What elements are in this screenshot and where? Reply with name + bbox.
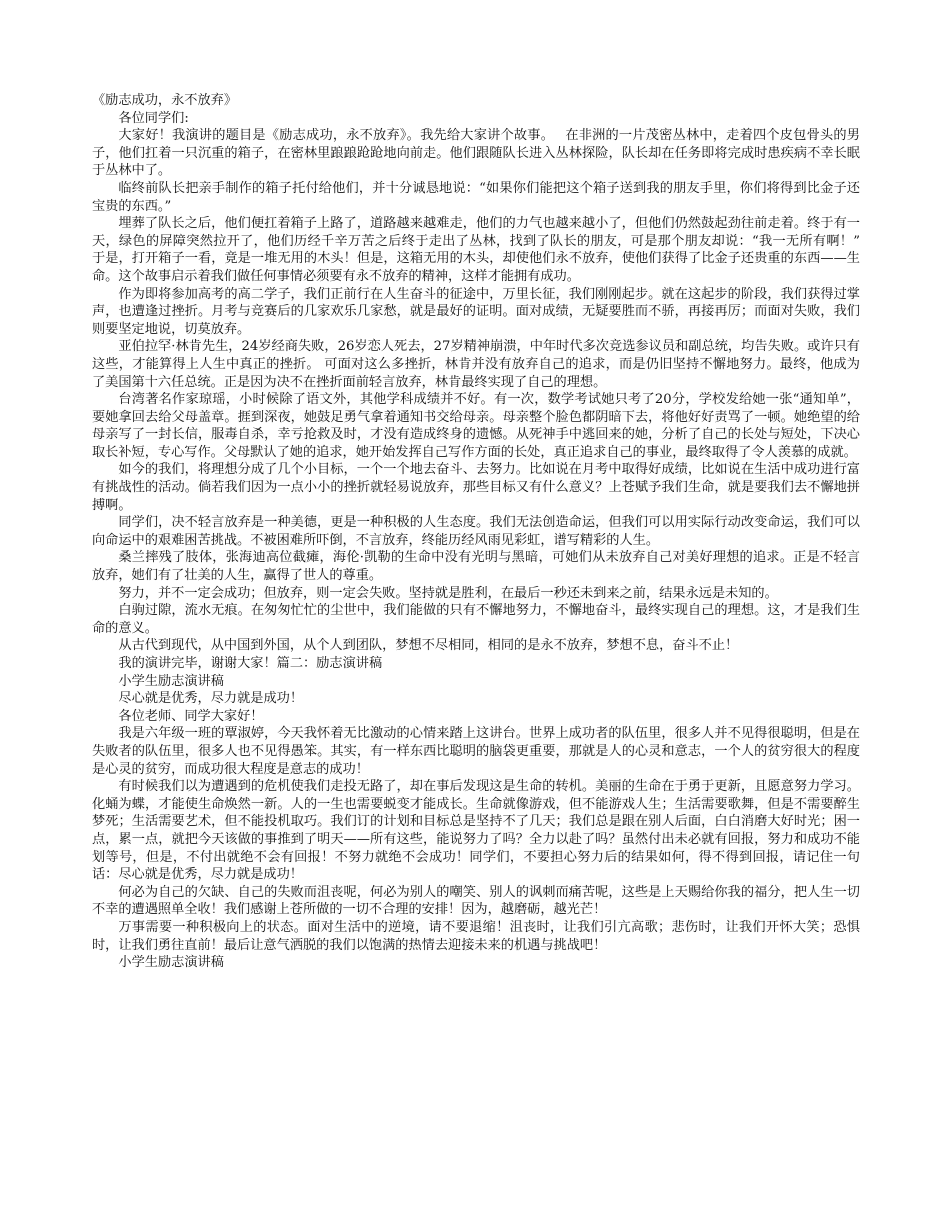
paragraph: 大家好！我演讲的题目是《励志成功，永不放弃》。我先给大家讲个故事。 在非洲的一片茂密丛林中，走着四个皮包骨头的男子，他们扛着一只沉重的箱子，在密林里踉踉跄跄地向前走。他们跟随队长进入丛林探险，队长却在任务即将完成时患疾病不幸长眠于丛林中了。 (92, 128, 860, 179)
closing-line: 我的演讲完毕，谢谢大家！篇二：励志演讲稿 (118, 656, 383, 671)
paragraph: 临终前队长把亲手制作的箱子托付给他们，并十分诚恳地说：“如果你们能把这个箱子送到我的朋友手里，你们将得到比金子还宝贵的东西。” (92, 180, 860, 214)
paragraph: 何必为自己的欠缺、自己的失败而沮丧呢，何必为别人的嘲笑、别人的讽刺而痛苦呢，这些是上天赐给你我的福分，把人生一切不幸的遭遇照单全收！我们感谢上苍所做的一切不合理的安排！因为，越磨砺，越光芒！ (92, 884, 860, 918)
paragraph: 有时候我们以为遭遇到的危机使我们走投无路了，却在事后发现这是生命的转机。美丽的生命在于勇于更新，且愿意努力学习。化蛹为蝶，才能使生命焕然一新。人的一生也需要蜕变才能成长。生命就像游戏，但不能游戏人生；生活需要歌舞，但是不需要醉生梦死；生活需要艺术，但不能投机取巧。我们订的计划和目标总是坚持不了几天；我们总是跟在别人后面，白白消磨大好时光；困一点，累一点，就把今天该做的事推到了明天——所有这些，能说努力了吗？全力以赴了吗？虽然付出未必就有回报，努力和成功不能划等号，但是，不付出就绝不会有回报！不努力就绝不会成功！同学们，不要担心努力后的结果如何，得不得到回报，请记住一句话：尽心就是优秀，尽力就是成功！ (92, 779, 860, 883)
paragraph: 如今的我们，将理想分成了几个小目标，一个一个地去奋斗、去努力。比如说在月考中取得好成绩，比如说在生活中成功进行富有挑战性的活动。倘若我们因为一点小小的挫折就轻易说放弃，那些目标又有什么意义？上苍赋予我们生命，就是要我们去不懈地拼搏啊。 (92, 462, 860, 513)
salutation: 各位同学们: (118, 110, 189, 126)
paragraph: 我是六年级一班的覃淑婷，今天我怀着无比激动的心情来踏上这讲台。世界上成功者的队伍里，很多人并不见得很聪明，但是在失败者的队伍里，很多人也不见得愚笨。其实，有一样东西比聪明的脑袋更重要，那就是人的心灵和意志，一个人的贫穷很大的程度是心灵的贫穷，而成功很大程度是意志的成功！ (92, 726, 860, 777)
paragraph: 万事需要一种积极向上的状态。面对生活中的逆境，请不要退缩！沮丧时，让我们引亢高歌；悲伤时，让我们开怀大笑；恐惧时，让我们勇往直前！最后让意气洒脱的我们以饱满的热情去迎接未来的机遇与挑战吧！ (92, 919, 860, 953)
section-title: 小学生励志演讲稿 (118, 955, 224, 971)
section-title: 小学生励志演讲稿 (118, 673, 224, 689)
paragraph: 桑兰摔残了肢体，张海迪高位截瘫，海伦·凯勒的生命中没有光明与黑暗，可她们从未放弃自己对美好理想的追求。正是不轻言放弃，她们有了壮美的人生，赢得了世人的尊重。 (92, 550, 860, 584)
paragraph: 台湾著名作家琼瑶，小时候除了语文外，其他学科成绩并不好。有一次，数学考试她只考了20分，学校发给她一张“通知单”，要她拿回去给父母盖章。捱到深夜，她鼓足勇气拿着通知书交给母亲。母亲整个脸色都阴暗下去，将他好好责骂了一顿。她绝望的给母亲写了一封长信，服毒自杀，幸亏抢救及时，才没有造成终身的遗憾。从死神手中逃回来的她，分析了自己的长处与短处，下决心取长补短，专心写作。父母默认了她的追求，她开始发挥自己写作方面的长处，真正追求自己的事业，最终取得了令人羡慕的成就。 (92, 392, 860, 460)
greeting: 各位老师、同学大家好！ (118, 708, 264, 724)
paragraph: 亚伯拉罕·林肯先生，24岁经商失败，26岁恋人死去，27岁精神崩溃，中年时代多次竞选参议员和副总统，均告失败。或许只有这些，才能算得上人生中真正的挫折。 可面对这么多挫折，林肯并没有放弃自己的追求，而是仍旧坚持不懈地努力。最终，他成为了美国第十六任总统。正是因为决不在挫折面前轻言放弃，林肯最终实现了自己的理想。 (92, 339, 860, 390)
document-title: 《励志成功，永不放弃》 (92, 93, 238, 108)
paragraph: 作为即将参加高考的高二学子，我们正前行在人生奋斗的征途中，万里长征，我们刚刚起步。就在这起步的阶段，我们获得过掌声，也遭逢过挫折。月考与竞赛后的几家欢乐几家愁，就是最好的证明。面对成绩，无疑要胜而不骄，再接再厉；而面对失败，我们则要坚定地说，切莫放弃。 (92, 286, 860, 337)
document-body (92, 92, 887, 972)
paragraph: 同学们，决不轻言放弃是一种美德，更是一种积极的人生态度。我们无法创造命运，但我们可以用实际行动改变命运，我们可以向命运中的艰难困苦挑战。不被困难所吓倒，不言放弃，终能历经风雨见彩虹，谱写精彩的人生。 (92, 515, 860, 548)
paragraph: 白驹过隙，流水无痕。在匆匆忙忙的尘世中，我们能做的只有不懈地努力，不懈地奋斗，最终实现自己的理想。这，才是我们生命的意义。 (92, 603, 860, 636)
paragraph: 从古代到现代，从中国到外国，从个人到团队，梦想不尽相同，相同的是永不放弃，梦想不息，奋斗不止！ (118, 638, 739, 654)
paragraph: 努力，并不一定会成功；但放弃，则一定会失败。坚持就是胜利，在最后一秒还未到来之前，结果永远是未知的。 (118, 585, 778, 601)
section-subtitle: 尽心就是优秀，尽力就是成功！ (118, 691, 304, 707)
paragraph: 埋葬了队长之后，他们便扛着箱子上路了，道路越来越难走，他们的力气也越来越小了，但他们仍然鼓起劲往前走着。终于有一天，绿色的屏障突然拉开了，他们历经千辛万苦之后终于走出了丛林，找到了队长的朋友，可是那个朋友却说：“我一无所有啊！” 于是，打开箱子一看，竟是一堆无用的木头！但是，这箱无用的木头，却使他们永不放弃，使他们获得了比金子还贵重的东西——生命。这个故事启示着我们做任何事情必须要有永不放弃的精神，这样才能拥有成功。 (92, 216, 887, 284)
